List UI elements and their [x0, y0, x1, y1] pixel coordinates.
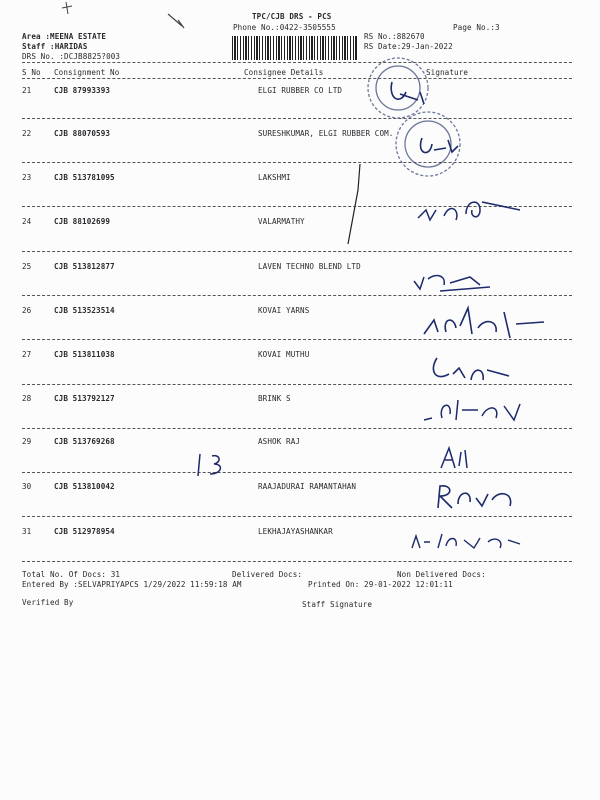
- signature-row-24: [400, 180, 530, 230]
- row-consignee: LEKHAJAYASHANKAR: [258, 527, 333, 536]
- row-consignee: RAAJADURAI RAMANTAHAN: [258, 482, 357, 491]
- staff-signature: Staff Signature: [302, 600, 373, 609]
- row-consignee: LAKSHMI: [258, 173, 291, 182]
- row-sno: 29: [22, 437, 32, 446]
- company-stamp: [360, 40, 470, 190]
- row-consignee: BRINK S: [258, 394, 291, 403]
- drs-number: DRS No. :DCJB8825?003: [22, 52, 121, 61]
- row-consignment: CJB 87993393: [54, 86, 111, 95]
- row-sno: 28: [22, 394, 32, 403]
- signature-row-29: [435, 440, 475, 475]
- table-row: [0, 129, 600, 173]
- row-sno: 26: [22, 306, 32, 315]
- pen-stroke: [340, 160, 370, 250]
- divider-top: [22, 62, 572, 63]
- row-consignment: CJB 88070593: [54, 129, 111, 138]
- row-sno: 25: [22, 262, 32, 271]
- header-pen-marks: [60, 0, 190, 40]
- row-consignee: VALARMATHY: [258, 217, 305, 226]
- column-header-consignment: Consignment No: [54, 68, 120, 77]
- signature-row-31: [408, 528, 528, 558]
- row-sno: 21: [22, 86, 32, 95]
- row-consignee: LAVEN TECHNO BLEND LTD: [258, 262, 361, 271]
- area-label: Area :MEENA ESTATE: [22, 32, 107, 41]
- non-delivered-docs: Non Delivered Docs:: [397, 570, 486, 579]
- row-divider: [22, 118, 572, 119]
- row-consignment: CJB 513810042: [54, 482, 115, 491]
- printed-on: Printed On: 29-01-2022 12:01:11: [308, 580, 453, 589]
- signature-row-30: [430, 478, 520, 518]
- signature-row-27: [425, 350, 515, 390]
- row-sno: 31: [22, 527, 32, 536]
- row-consignee: SURESHKUMAR, ELGI RUBBER COM.: [258, 129, 394, 138]
- divider-header: [22, 78, 572, 79]
- row-consignment: CJB 513781095: [54, 173, 115, 182]
- row-consignment: CJB 513812877: [54, 262, 115, 271]
- row-consignment: CJB 88102699: [54, 217, 111, 226]
- column-header-signature: Signature: [426, 68, 469, 77]
- table-row: [0, 437, 600, 481]
- signature-row-25: [410, 265, 500, 295]
- phone-number: Phone No.:0422-3505555: [233, 23, 336, 32]
- row-consignee: ASHOK RAJ: [258, 437, 301, 446]
- row-divider: [22, 295, 572, 296]
- delivered-docs: Delivered Docs:: [232, 570, 303, 579]
- row-consignment: CJB 513523514: [54, 306, 115, 315]
- handwritten-mark-row-29: [190, 446, 240, 482]
- row-consignment: CJB 513792127: [54, 394, 115, 403]
- row-divider: [22, 162, 572, 163]
- staff-label: Staff :HARIDAS: [22, 42, 88, 51]
- column-header-sno: S No: [22, 68, 41, 77]
- row-consignee: ELGI RUBBER CO LTD: [258, 86, 343, 95]
- document-title: TPC/CJB DRS - PCS: [252, 12, 332, 21]
- table-row: [0, 86, 600, 130]
- row-consignment: CJB 513811038: [54, 350, 115, 359]
- column-header-consignee: Consignee Details: [244, 68, 324, 77]
- signature-row-26: [420, 298, 550, 348]
- row-divider: [22, 251, 572, 252]
- row-divider: [22, 472, 572, 473]
- rs-date: RS Date:29-Jan-2022: [364, 42, 453, 51]
- row-consignee: KOVAI MUTHU: [258, 350, 310, 359]
- row-divider: [22, 561, 572, 562]
- row-divider: [22, 428, 572, 429]
- total-docs: Total No. Of Docs: 31: [22, 570, 121, 579]
- rs-number: RS No.:882670: [364, 32, 425, 41]
- row-sno: 23: [22, 173, 32, 182]
- signature-row-28: [420, 392, 540, 427]
- row-consignment: CJB 512978954: [54, 527, 115, 536]
- row-sno: 22: [22, 129, 32, 138]
- entered-by: Entered By :SELVAPRIYAPCS 1/29/2022 11:59:18 AM: [22, 580, 242, 589]
- row-sno: 27: [22, 350, 32, 359]
- row-sno: 24: [22, 217, 32, 226]
- barcode: [232, 36, 358, 60]
- row-consignment: CJB 513769268: [54, 437, 115, 446]
- verified-by: Verified By: [22, 598, 74, 607]
- row-consignee: KOVAI YARNS: [258, 306, 310, 315]
- row-sno: 30: [22, 482, 32, 491]
- page-number: Page No.:3: [453, 23, 500, 32]
